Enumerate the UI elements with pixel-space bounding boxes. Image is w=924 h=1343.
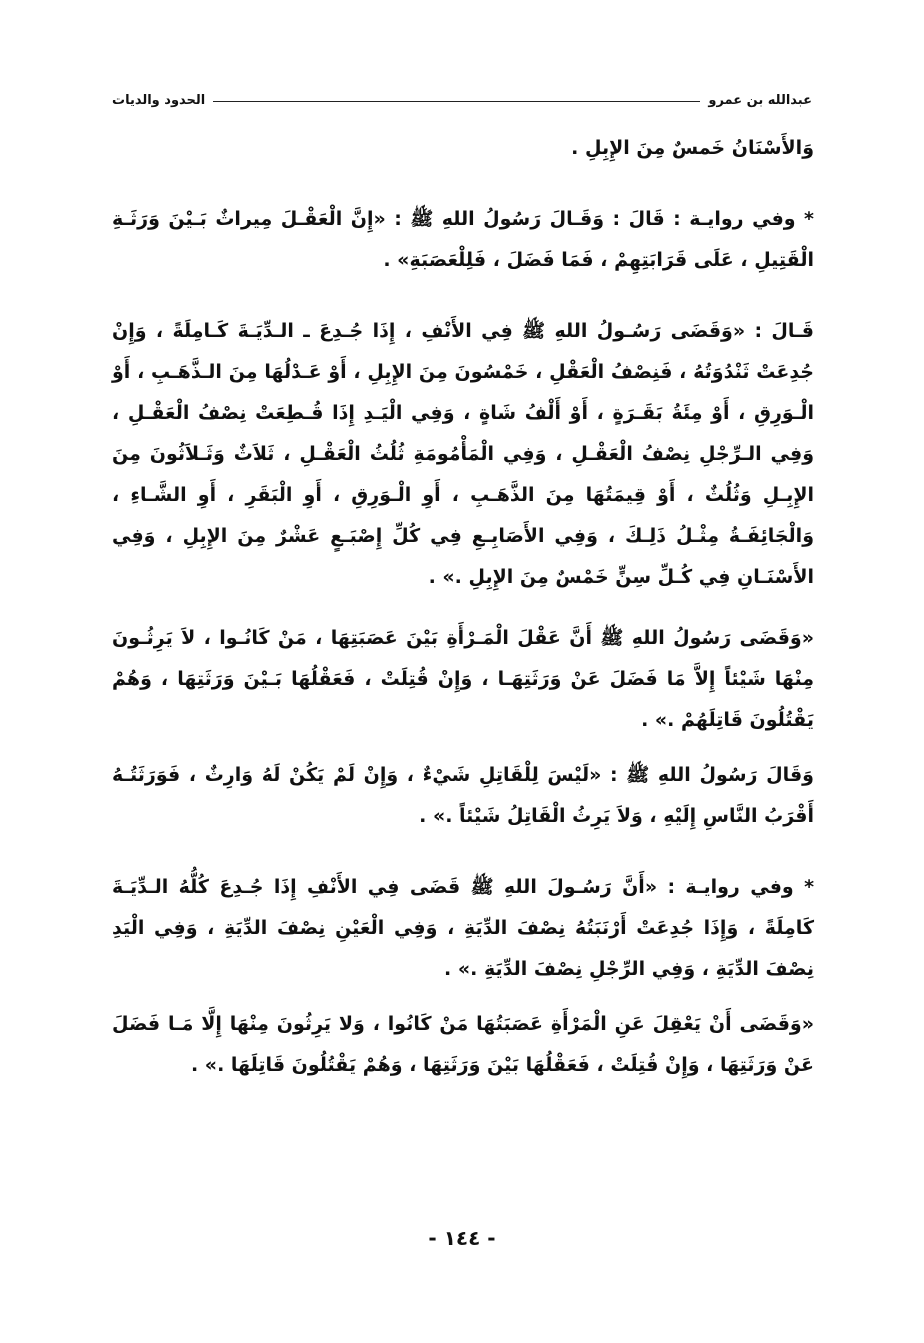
paragraph-spacer xyxy=(112,741,814,755)
page-number: - ١٤٤ - xyxy=(428,1226,496,1250)
paragraph-spacer xyxy=(112,598,814,618)
paragraph-spacer xyxy=(112,169,814,199)
paragraph-6: * وفي روايـة : «أَنَّ رَسُـولَ اللهِ ﷺ قَضَى فِي الأَنْفِ إِذَا جُـدِعَ كُلُّهُ الـدِّيَـةَ كَامِلَةً ، وَإِذَا جُدِعَتْ أَرْنَبَتُهُ نِصْفَ الدِّيَةِ ، وَفِي الْعَيْنِ نِصْفَ الدِّيَةِ ، وَفِي الْيَدِ نِصْفَ الدِّيَةِ ، وَفِي الرِّجْلِ نِصْفَ الدِّيَةِ .» . xyxy=(112,876,814,980)
paragraph-3: قَـالَ : «وَقَضَى رَسُـولُ اللهِ ﷺ فِي الأَنْفِ ، إِذَا جُـدِعَ ـ الـدِّيَـةَ كَـامِلَةً ، وَإِنْ جُدِعَتْ ثَنْدُوَتُهُ ، فَنِصْفُ الْعَقْلِ ، خَمْسُونَ مِنَ الإِبِلِ ، أَوْ عَـدْلُهَا مِنَ الـذَّهَـبِ ، أَوْ الْـوَرِقِ ، أَوْ مِئَةُ بَقَـرَةٍ ، أَوْ أَلْفُ شَاةٍ ، وَفِي الْيَـدِ إِذَا قُـطِعَتْ نِصْفُ الْعَقْـلِ ، وَفِي الـرِّجْلِ نِصْفُ الْعَقْـلِ ، وَفِي الْمَأْمُومَةِ ثُلُثُ الْعَقْـلِ ، ثَلاَثٌ وَثَـلاَثُونَ مِنَ الإِبِـلِ وَثُلُثٌ ، أَوْ قِيمَتُهَا مِنَ الذَّهَـبِ ، أَوِ الْـوَرِقِ ، أَوِ الْبَقَرِ ، أَوِ الشَّـاءِ ، وَالْجَائِفَـةُ مِثْـلُ ذَلِـكَ ، وَفِي الأَصَابِـعِ فِي كُلِّ إِصْبَـعٍ عَشْرٌ مِنَ الإِبِلِ ، وَفِي الأَسْنَـانِ فِي كُـلِّ سِنٍّ خَمْسٌ مِنَ الإِبِلِ .» . xyxy=(112,320,814,588)
paragraph-spacer xyxy=(112,990,814,1004)
running-header xyxy=(112,80,812,114)
paragraph-1: وَالأَسْنَانُ خَمسٌ مِنَ الإِبِلِ . xyxy=(571,137,814,159)
paragraph-2: * وفي روايـة : قَالَ : وَقَـالَ رَسُولُ اللهِ ﷺ : «إِنَّ الْعَقْـلَ مِيراثٌ بَـيْنَ وَرَثَـةِ الْقَتِيلِ ، عَلَى قَرَابَتِهِمْ ، فَمَا فَضَلَ ، فَلِلْعَصَبَةِ» . xyxy=(112,208,814,271)
paragraph-7: «وَقَضَى أَنْ يَعْقِلَ عَنِ الْمَرْأَةِ عَصَبَتُهَا مَنْ كَانُوا ، وَلا يَرِثُونَ مِنْهَا إِلَّا مَـا فَضَلَ عَنْ وَرَثَتِهَا ، وَإِنْ قُتِلَتْ ، فَعَقْلُهَا بَيْنَ وَرَثَتِهَا ، وَهُمْ يَقْتُلُونَ قَاتِلَهَا .» . xyxy=(112,1013,814,1076)
header-chapter-title: عبدالله بن عمرو xyxy=(708,93,812,108)
header-book-title: الحدود والديات xyxy=(112,93,206,108)
header-rule xyxy=(213,101,700,102)
page-body xyxy=(112,128,814,1086)
paragraph-4: «وَقَضَى رَسُولُ اللهِ ﷺ أَنَّ عَقْلَ الْمَـرْأَةِ بَيْنَ عَصَبَتِهَا ، مَنْ كَانُـوا ، لاَ يَرِثُـونَ مِنْهَا شَيْئاً إِلاَّ مَا فَضَلَ عَنْ وَرَثَتِهَـا ، وَإِنْ قُتِلَتْ ، فَعَقْلُهَا بَـيْنَ وَرَثَتِهَا ، وَهُمْ يَقْتُلُونَ قَاتِلَهُمْ .» . xyxy=(112,627,814,731)
paragraph-5: وَقَالَ رَسُولُ اللهِ ﷺ : «لَيْسَ لِلْقَاتِلِ شَيْءٌ ، وَإِنْ لَمْ يَكُنْ لَهُ وَارِثٌ ، فَوَرَثَتُـهُ أَقْرَبُ النَّاسِ إِلَيْهِ ، وَلاَ يَرِثُ الْقَاتِلُ شَيْئاً .» . xyxy=(112,764,814,827)
paragraph-spacer xyxy=(112,281,814,311)
paragraph-spacer xyxy=(112,837,814,867)
